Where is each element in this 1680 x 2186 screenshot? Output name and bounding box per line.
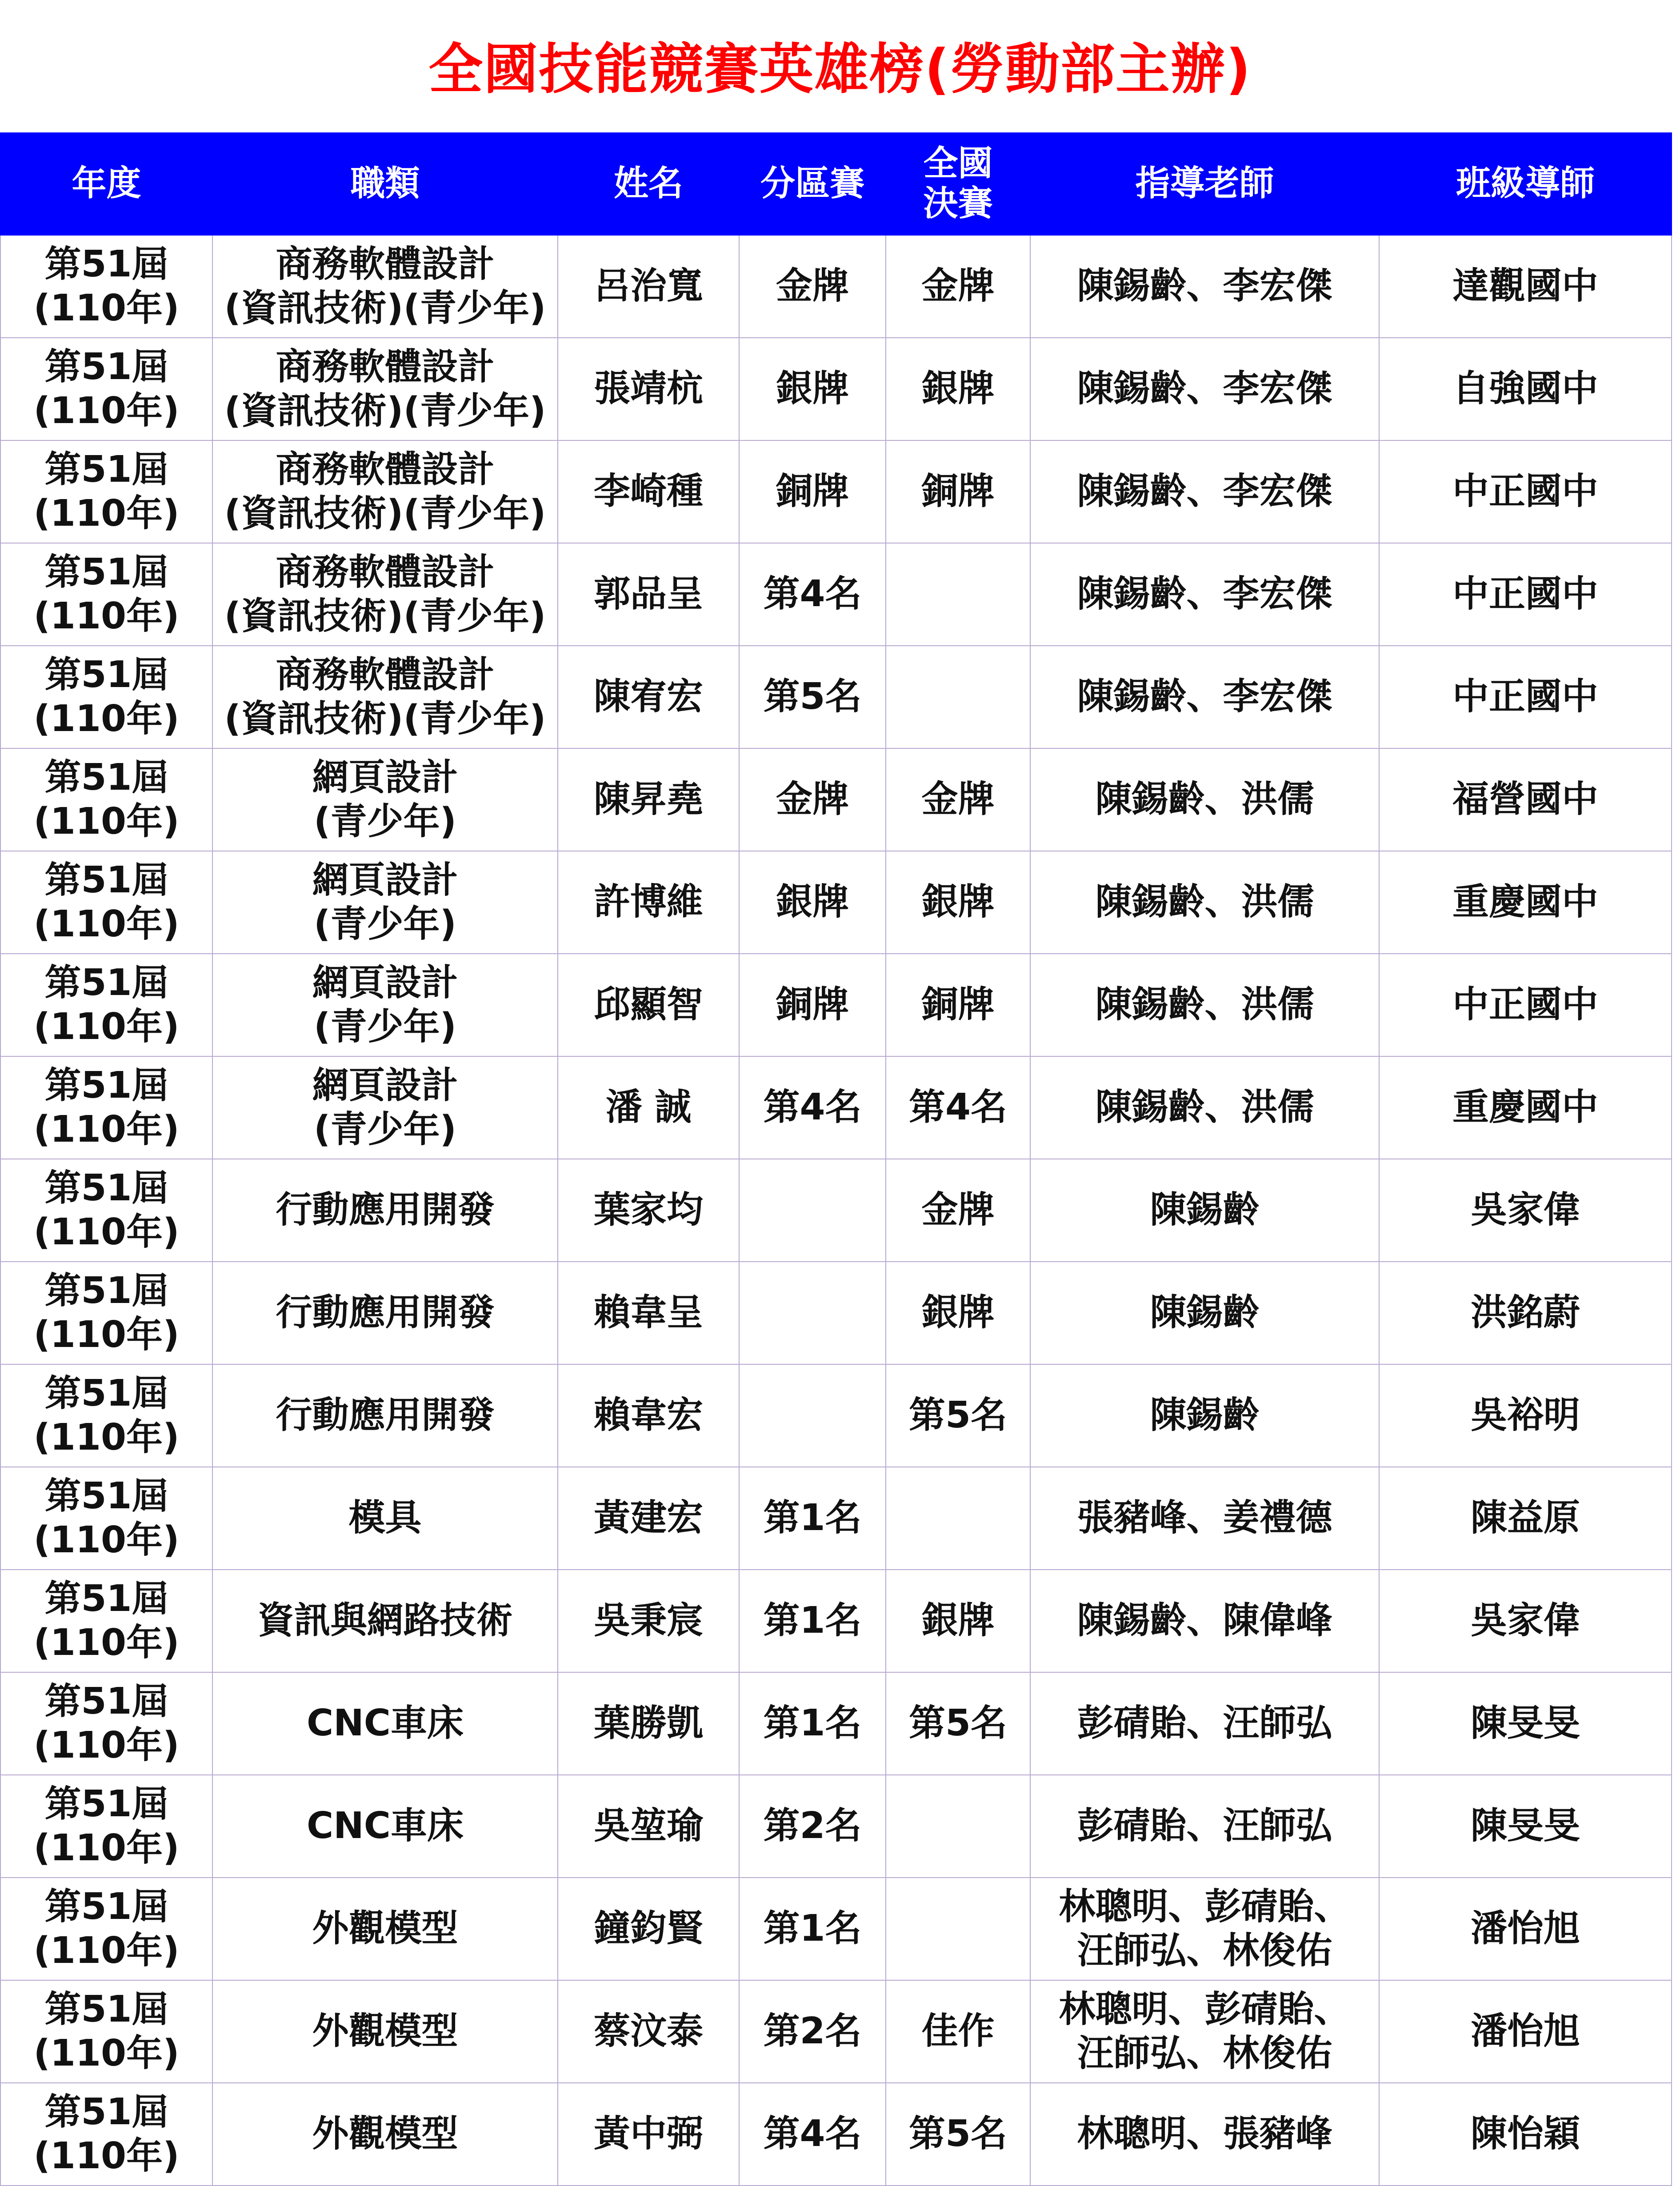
cell-name: 黃中弼 [558, 2083, 739, 2186]
cell-homeroom: 福營國中 [1379, 748, 1672, 851]
table-row [0, 1364, 1672, 1467]
cell-homeroom: 中正國中 [1379, 954, 1672, 1056]
cell-name: 邱顯智 [558, 954, 739, 1056]
cell-trade: 外觀模型 [212, 1980, 558, 2083]
cell-national [886, 1878, 1030, 1980]
cell-trade: 商務軟體設計 (資訊技術)(青少年) [212, 440, 558, 543]
cell-national: 銅牌 [886, 440, 1030, 543]
table-row [0, 543, 1672, 646]
cell-coach: 彭碃貽、汪師弘 [1030, 1775, 1379, 1878]
cell-coach: 陳錫齡、洪儒 [1030, 954, 1379, 1056]
cell-coach: 林聰明、彭碃貽、 汪師弘、林俊佑 [1030, 1878, 1379, 1980]
cell-name: 蔡汶泰 [558, 1980, 739, 2083]
cell-homeroom: 達觀國中 [1379, 235, 1672, 338]
cell-name: 葉勝凱 [558, 1672, 739, 1775]
cell-name: 賴韋呈 [558, 1262, 739, 1364]
cell-year: 第51屆 (110年) [0, 2083, 212, 2186]
cell-homeroom: 重慶國中 [1379, 851, 1672, 954]
cell-national: 銀牌 [886, 851, 1030, 954]
table-row [0, 235, 1672, 338]
cell-homeroom: 自強國中 [1379, 338, 1672, 440]
cell-year: 第51屆 (110年) [0, 543, 212, 646]
table-row [0, 1262, 1672, 1364]
cell-year: 第51屆 (110年) [0, 1467, 212, 1570]
cell-name: 郭品呈 [558, 543, 739, 646]
cell-national [886, 646, 1030, 748]
cell-trade: 網頁設計 (青少年) [212, 1056, 558, 1159]
cell-national: 第4名 [886, 1056, 1030, 1159]
cell-regional: 第2名 [739, 1980, 886, 2083]
cell-year: 第51屆 (110年) [0, 1570, 212, 1672]
column-header-name: 姓名 [558, 133, 739, 235]
cell-year: 第51屆 (110年) [0, 646, 212, 748]
cell-regional: 第1名 [739, 1570, 886, 1672]
cell-name: 吳堃瑜 [558, 1775, 739, 1878]
table-row [0, 1056, 1672, 1159]
cell-homeroom: 洪銘蔚 [1379, 1262, 1672, 1364]
cell-year: 第51屆 (110年) [0, 748, 212, 851]
cell-national: 金牌 [886, 235, 1030, 338]
cell-homeroom: 中正國中 [1379, 646, 1672, 748]
cell-national: 銀牌 [886, 338, 1030, 440]
cell-trade: 網頁設計 (青少年) [212, 748, 558, 851]
cell-regional: 金牌 [739, 748, 886, 851]
cell-national: 第5名 [886, 2083, 1030, 2186]
cell-year: 第51屆 (110年) [0, 1980, 212, 2083]
cell-national: 佳作 [886, 1980, 1030, 2083]
cell-name: 賴韋宏 [558, 1364, 739, 1467]
cell-coach: 彭碃貽、汪師弘 [1030, 1672, 1379, 1775]
cell-trade: 商務軟體設計 (資訊技術)(青少年) [212, 646, 558, 748]
cell-homeroom: 中正國中 [1379, 543, 1672, 646]
cell-year: 第51屆 (110年) [0, 1364, 212, 1467]
table-row [0, 748, 1672, 851]
cell-trade: 行動應用開發 [212, 1262, 558, 1364]
cell-year: 第51屆 (110年) [0, 1159, 212, 1262]
cell-coach: 陳錫齡、李宏傑 [1030, 235, 1379, 338]
cell-regional [739, 1364, 886, 1467]
cell-name: 陳宥宏 [558, 646, 739, 748]
column-header-regional: 分區賽 [739, 133, 886, 235]
cell-name: 呂治寬 [558, 235, 739, 338]
cell-trade: 行動應用開發 [212, 1159, 558, 1262]
cell-regional: 第1名 [739, 1672, 886, 1775]
page-title: 全國技能競賽英雄榜(勞動部主辦) [428, 37, 1252, 101]
cell-trade: 外觀模型 [212, 2083, 558, 2186]
cell-homeroom: 潘怡旭 [1379, 1878, 1672, 1980]
cell-name: 黃建宏 [558, 1467, 739, 1570]
table-row [0, 646, 1672, 748]
cell-trade: 行動應用開發 [212, 1364, 558, 1467]
table-row [0, 1467, 1672, 1570]
cell-year: 第51屆 (110年) [0, 338, 212, 440]
cell-name: 陳昇堯 [558, 748, 739, 851]
table-row [0, 440, 1672, 543]
column-header-homeroom: 班級導師 [1379, 133, 1672, 235]
cell-trade: CNC車床 [212, 1672, 558, 1775]
cell-name: 張靖杭 [558, 338, 739, 440]
column-header-national: 全國 決賽 [886, 133, 1030, 235]
cell-national [886, 543, 1030, 646]
cell-regional: 第2名 [739, 1775, 886, 1878]
cell-name: 葉家均 [558, 1159, 739, 1262]
cell-year: 第51屆 (110年) [0, 1672, 212, 1775]
cell-national: 銀牌 [886, 1570, 1030, 1672]
honor-roll-table [0, 132, 1672, 2186]
table-row [0, 2083, 1672, 2186]
table-row [0, 1980, 1672, 2083]
cell-coach: 陳錫齡、李宏傑 [1030, 440, 1379, 543]
cell-homeroom: 吳家偉 [1379, 1570, 1672, 1672]
cell-regional: 第4名 [739, 543, 886, 646]
cell-national [886, 1467, 1030, 1570]
cell-year: 第51屆 (110年) [0, 954, 212, 1056]
cell-coach: 陳錫齡、李宏傑 [1030, 543, 1379, 646]
cell-homeroom: 陳怡穎 [1379, 2083, 1672, 2186]
cell-year: 第51屆 (110年) [0, 1056, 212, 1159]
table-row [0, 851, 1672, 954]
cell-homeroom: 陳益原 [1379, 1467, 1672, 1570]
column-header-coach: 指導老師 [1030, 133, 1379, 235]
cell-name: 潘 誠 [558, 1056, 739, 1159]
cell-national: 金牌 [886, 1159, 1030, 1262]
cell-homeroom: 潘怡旭 [1379, 1980, 1672, 2083]
cell-year: 第51屆 (110年) [0, 851, 212, 954]
cell-trade: 網頁設計 (青少年) [212, 954, 558, 1056]
cell-year: 第51屆 (110年) [0, 235, 212, 338]
cell-regional: 第1名 [739, 1878, 886, 1980]
cell-homeroom: 吳裕明 [1379, 1364, 1672, 1467]
column-header-year: 年度 [0, 133, 212, 235]
cell-coach: 張豬峰、姜禮德 [1030, 1467, 1379, 1570]
cell-coach: 陳錫齡 [1030, 1262, 1379, 1364]
cell-year: 第51屆 (110年) [0, 1775, 212, 1878]
cell-homeroom: 重慶國中 [1379, 1056, 1672, 1159]
cell-regional: 第4名 [739, 2083, 886, 2186]
cell-year: 第51屆 (110年) [0, 1878, 212, 1980]
cell-regional: 第1名 [739, 1467, 886, 1570]
cell-homeroom: 陳旻旻 [1379, 1775, 1672, 1878]
cell-regional: 第5名 [739, 646, 886, 748]
cell-regional [739, 1262, 886, 1364]
table-header-row [0, 133, 1672, 235]
cell-trade: 商務軟體設計 (資訊技術)(青少年) [212, 338, 558, 440]
table-row [0, 1672, 1672, 1775]
cell-regional: 銅牌 [739, 440, 886, 543]
cell-homeroom: 中正國中 [1379, 440, 1672, 543]
table-row [0, 1775, 1672, 1878]
cell-name: 李崎種 [558, 440, 739, 543]
cell-national: 第5名 [886, 1364, 1030, 1467]
cell-national: 金牌 [886, 748, 1030, 851]
cell-coach: 陳錫齡、陳偉峰 [1030, 1570, 1379, 1672]
cell-year: 第51屆 (110年) [0, 440, 212, 543]
cell-coach: 陳錫齡 [1030, 1159, 1379, 1262]
table-row [0, 954, 1672, 1056]
cell-coach: 林聰明、彭碃貽、 汪師弘、林俊佑 [1030, 1980, 1379, 2083]
cell-year: 第51屆 (110年) [0, 1262, 212, 1364]
cell-trade: 商務軟體設計 (資訊技術)(青少年) [212, 235, 558, 338]
column-header-trade: 職類 [212, 133, 558, 235]
cell-trade: 商務軟體設計 (資訊技術)(青少年) [212, 543, 558, 646]
cell-homeroom: 陳旻旻 [1379, 1672, 1672, 1775]
cell-national: 銀牌 [886, 1262, 1030, 1364]
cell-trade: 資訊與網路技術 [212, 1570, 558, 1672]
cell-trade: 網頁設計 (青少年) [212, 851, 558, 954]
cell-regional [739, 1159, 886, 1262]
cell-national: 銅牌 [886, 954, 1030, 1056]
cell-coach: 陳錫齡、洪儒 [1030, 748, 1379, 851]
cell-national [886, 1775, 1030, 1878]
cell-regional: 銀牌 [739, 851, 886, 954]
table-row [0, 338, 1672, 440]
cell-regional: 銅牌 [739, 954, 886, 1056]
table-row [0, 1878, 1672, 1980]
cell-regional: 第4名 [739, 1056, 886, 1159]
cell-name: 鐘鈞賢 [558, 1878, 739, 1980]
cell-name: 許博維 [558, 851, 739, 954]
cell-coach: 陳錫齡、李宏傑 [1030, 338, 1379, 440]
table-row [0, 1570, 1672, 1672]
cell-regional: 銀牌 [739, 338, 886, 440]
cell-homeroom: 吳家偉 [1379, 1159, 1672, 1262]
cell-coach: 陳錫齡 [1030, 1364, 1379, 1467]
cell-trade: 模具 [212, 1467, 558, 1570]
cell-coach: 陳錫齡、洪儒 [1030, 1056, 1379, 1159]
table-row [0, 1159, 1672, 1262]
cell-national: 第5名 [886, 1672, 1030, 1775]
cell-trade: 外觀模型 [212, 1878, 558, 1980]
cell-trade: CNC車床 [212, 1775, 558, 1878]
cell-coach: 陳錫齡、李宏傑 [1030, 646, 1379, 748]
cell-coach: 陳錫齡、洪儒 [1030, 851, 1379, 954]
cell-name: 吳秉宸 [558, 1570, 739, 1672]
cell-regional: 金牌 [739, 235, 886, 338]
cell-coach: 林聰明、張豬峰 [1030, 2083, 1379, 2186]
